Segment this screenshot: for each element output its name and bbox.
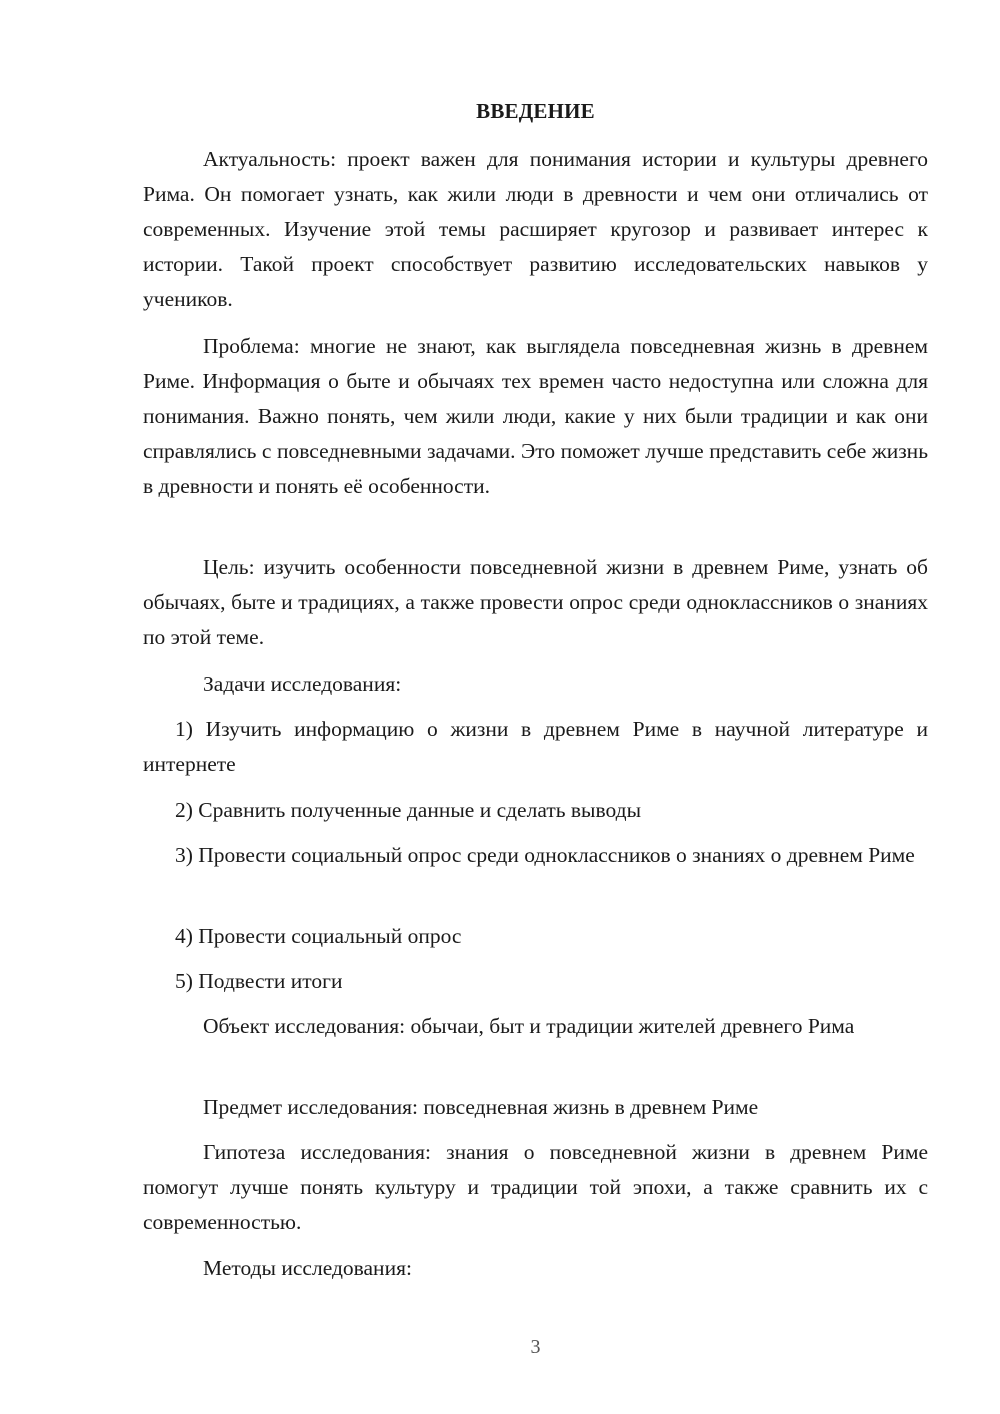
subject-paragraph: Предмет исследования: повседневная жизнь в древнем Риме xyxy=(203,1095,759,1119)
task-item-2: 2) Сравнить полученные данные и сделать выводы xyxy=(175,798,642,822)
object-paragraph: Объект исследования: обычаи, быт и традиции жителей древнего Рима xyxy=(203,1014,855,1038)
task-item-4: 4) Провести социальный опрос xyxy=(175,924,462,948)
document-page xyxy=(143,0,928,1414)
task-item-1: 1) Изучить информацию о жизни в древнем Риме в научной литературе и интернете xyxy=(143,717,928,776)
problem-paragraph: Проблема: многие не знают, как выглядела повседневная жизнь в древнем Риме. Информация о быте и обычаях тех времен часто недоступна или сложна для понимания. Важно понять, чем жили люди, какие у них были традиции и как они справлялись с повседневными задачами. Это поможет лучше представить себе жизнь в древности и понять её особенности. xyxy=(143,334,928,498)
goal-paragraph: Цель: изучить особенности повседневной жизни в древнем Риме, узнать об обычаях, быте и традициях, а также провести опрос среди одноклассников о знаниях по этой теме. xyxy=(143,555,928,649)
hypothesis-paragraph: Гипотеза исследования: знания о повседневной жизни в древнем Риме помогут лучше понять культуру и традиции той эпохи, а также сравнить их с современностью. xyxy=(143,1140,928,1234)
tasks-heading: Задачи исследования: xyxy=(203,672,402,696)
task-item-5: 5) Подвести итоги xyxy=(175,969,343,993)
page-title: ВВЕДЕНИЕ xyxy=(476,99,595,123)
relevance-paragraph: Актуальность: проект важен для понимания истории и культуры древнего Рима. Он помогает узнать, как жили люди в древности и чем они отличались от современных. Изучение этой темы расширяет кругозор и развивает интерес к истории. Такой проект способствует развитию исследовательских навыков у учеников. xyxy=(143,147,928,311)
page-number: 3 xyxy=(530,1336,541,1358)
methods-heading: Методы исследования: xyxy=(203,1256,412,1280)
task-item-3: 3) Провести социальный опрос среди одноклассников о знаниях о древнем Риме xyxy=(175,843,915,867)
